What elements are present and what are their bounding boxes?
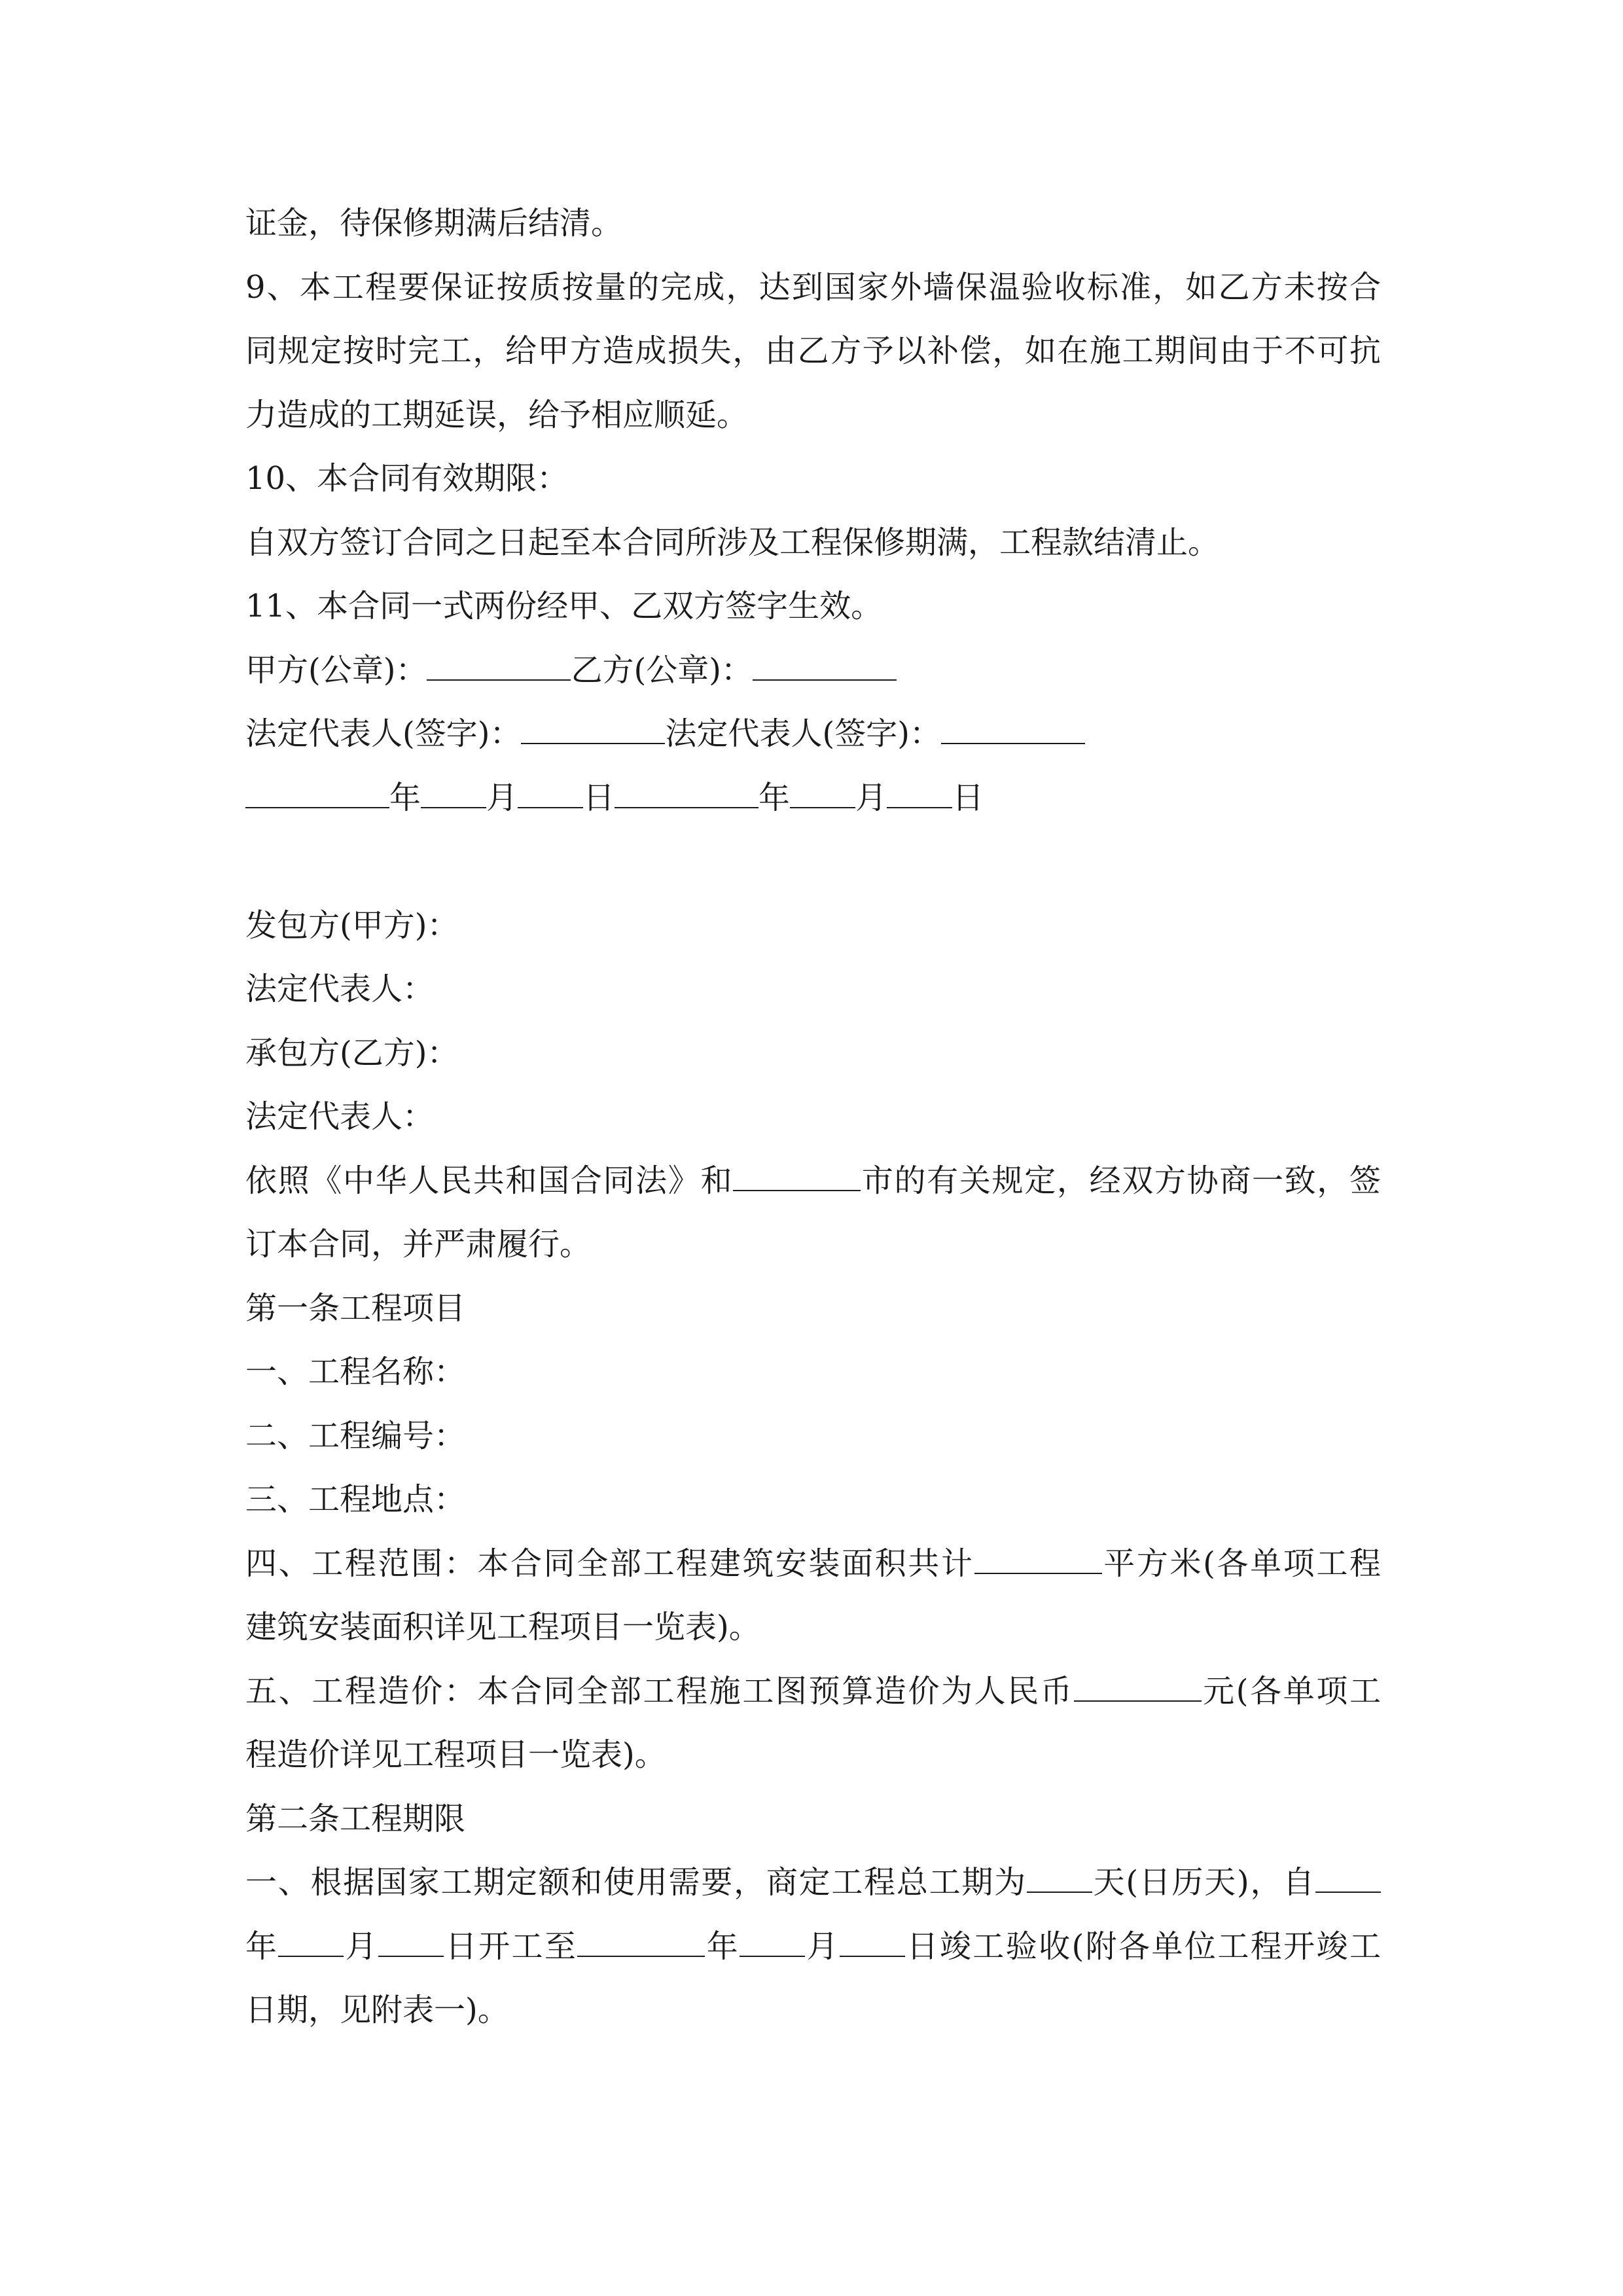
document-body [245, 192, 1381, 2043]
party-b-rep-blank [941, 704, 1085, 744]
representative-line [245, 702, 1381, 766]
paragraph-line: 法定代表人： [245, 1098, 435, 1135]
paragraph-line: 10、本合同有效期限： [245, 460, 569, 497]
section-spacer [245, 830, 1381, 894]
start-year-blank [1315, 1852, 1381, 1893]
paragraph-line: 证金，待保修期满后结清。 [245, 205, 623, 242]
paragraph-line: 11、本合同一式两份经甲、乙双方签字生效。 [245, 588, 883, 624]
period-line-2 [245, 1915, 1381, 1979]
paragraph-line: 承包方(乙方)： [245, 1034, 459, 1071]
day-label: 日 [583, 779, 615, 816]
party-a-rep-blank [521, 704, 665, 744]
year-label: 年 [245, 1928, 279, 1965]
day-blank [518, 768, 583, 808]
area-blank [974, 1534, 1102, 1574]
paragraph-line: 自双方签订合同之日起至本合同所涉及工程保修期满，工程款结清止。 [245, 524, 1220, 561]
paragraph-line: 发包方(甲方)： [245, 906, 459, 944]
start-label: 日开工至 [444, 1928, 578, 1965]
month-label: 月 [805, 1928, 840, 1965]
period-middle: 天(日历天)，自 [1092, 1864, 1315, 1901]
scope-line [245, 1532, 1381, 1596]
scope-after: 平方米(各单项工程 [1101, 1545, 1381, 1582]
start-day-blank [378, 1916, 444, 1957]
party-b-seal-label: 乙方(公章)： [571, 651, 753, 689]
paragraph-line: 建筑安装面积详见工程项目一览表)。 [245, 1609, 760, 1645]
period-line [245, 1851, 1381, 1915]
cost-after: 元(各单项工 [1201, 1672, 1381, 1710]
days-blank [1027, 1852, 1092, 1893]
month-blank [790, 768, 855, 808]
paragraph-line: 法定代表人： [245, 971, 435, 1007]
party-a-rep-label: 法定代表人(签字)： [245, 715, 522, 752]
paragraph-line: 程造价详见工程项目一览表)。 [245, 1736, 666, 1773]
year-label: 年 [705, 1928, 740, 1965]
party-b-rep-label: 法定代表人(签字)： [665, 715, 941, 752]
end-label: 日竣工验收(附各单位工程开竣工 [905, 1928, 1381, 1965]
party-b-seal-blank [753, 640, 897, 681]
month-label: 月 [855, 779, 887, 816]
day-blank [887, 768, 952, 808]
article-title: 第一条工程项目 [245, 1289, 466, 1327]
paragraph-line: 三、工程地点： [245, 1481, 466, 1518]
basis-after: 市的有关规定，经双方协商一致，签 [861, 1162, 1381, 1199]
seal-line [245, 639, 1381, 703]
basis-before: 依照《中华人民共和国合同法》和 [245, 1162, 734, 1199]
basis-line [245, 1149, 1381, 1213]
end-month-blank [740, 1916, 805, 1957]
paragraph-line: 一、工程名称： [245, 1354, 466, 1390]
paragraph-line: 日期，见附表一)。 [245, 1992, 509, 2028]
paragraph-line: 9、本工程要保证按质按量的完成，达到国家外墙保温验收标准，如乙方未按合 [245, 268, 1381, 306]
party-a-seal-blank [427, 640, 571, 681]
paragraph-line: 力造成的工期延误，给予相应顺延。 [245, 396, 749, 433]
year-label: 年 [389, 779, 421, 816]
party-a-seal-label: 甲方(公章)： [245, 651, 427, 689]
cost-line [245, 1660, 1381, 1724]
date-line [245, 766, 1381, 831]
article-title: 第二条工程期限 [245, 1800, 466, 1837]
cost-before: 五、工程造价：本合同全部工程施工图预算造价为人民币 [245, 1672, 1074, 1710]
year-blank [245, 768, 389, 808]
month-label: 月 [344, 1928, 379, 1965]
paragraph-line: 订本合同，并严肃履行。 [245, 1226, 592, 1263]
paragraph-line: 二、工程编号： [245, 1417, 466, 1454]
period-before: 一、根据国家工期定额和使用需要，商定工程总工期为 [245, 1864, 1027, 1901]
month-blank [421, 768, 486, 808]
day-label: 日 [952, 779, 984, 816]
scope-before: 四、工程范围：本合同全部工程建筑安装面积共计 [245, 1545, 974, 1582]
start-month-blank [278, 1916, 344, 1957]
paragraph-line: 同规定按时完工，给甲方造成损失，由乙方予以补偿，如在施工期间由于不可抗 [245, 332, 1381, 369]
end-day-blank [840, 1916, 905, 1957]
month-label: 月 [486, 779, 518, 816]
end-year-blank [577, 1916, 705, 1957]
year-label: 年 [758, 779, 791, 816]
amount-blank [1074, 1661, 1202, 1702]
year-blank [615, 768, 758, 808]
city-blank [733, 1151, 861, 1191]
